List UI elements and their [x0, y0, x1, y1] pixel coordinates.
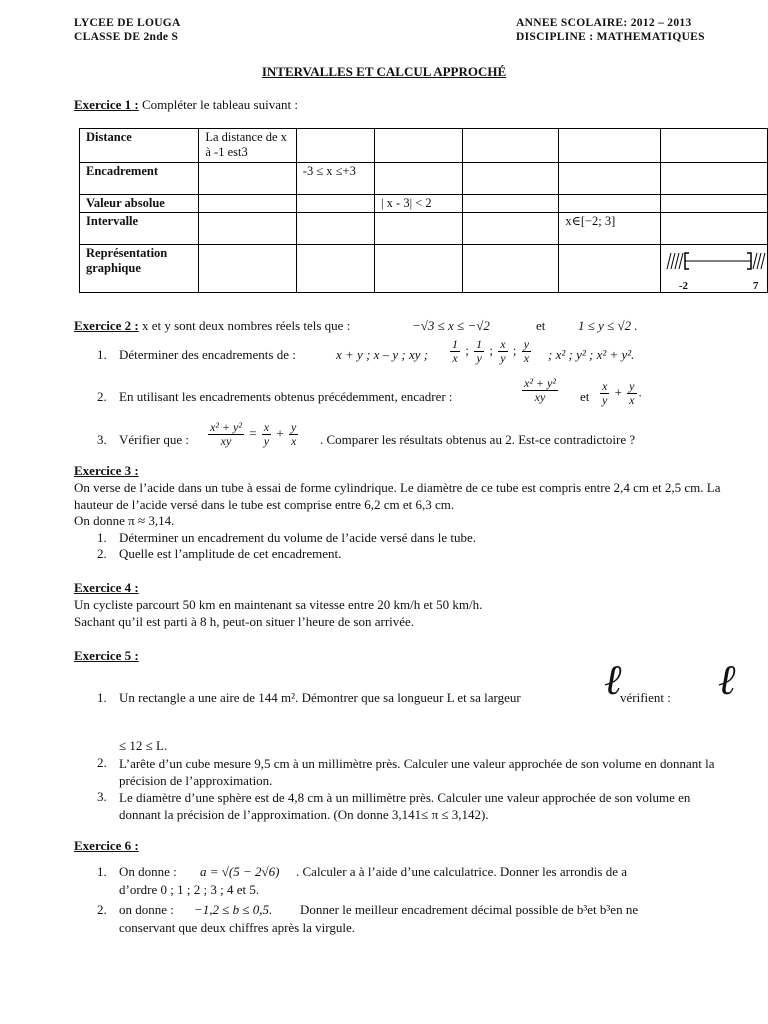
ex2-question-1: Déterminer des encadrements de : [119, 347, 296, 362]
cell-distance: La distance de x à -1 est3 [199, 129, 296, 163]
row-header-encadrement: Encadrement [80, 163, 199, 195]
document-page: LYCEE DE LOUGA CLASSE DE 2nde S ANNEE SCOLAIRE: 2012 – 2013 DISCIPLINE : MATHEMATIQUES INTERVALLES ET CALCUL APPROCHÉ Exercice 1 : Compléter le tableau suivant : Distance La distance de x à -1 est3 Encadrement -3 ≤ x ≤+3 Valeur absolue | x - 3| < 2 Intervalle x∈[−2; 3] Représentation graphique -2 7 Exercice 2 : x et y sont deux nombres réels tels que : −√3 ≤ x ≤ −√2 et 1 ≤ y ≤ √2 . 1. Déterminer des encadrements de : x + y ; x – y ; xy ; $\frac{1}{x}$ ; $\frac{1}{y}$ ; $\frac{x}{y}$ ; $\frac{y}{x}$ ; x² ; y² ; x² + y². 2. En utilisant les encadrements obtenus précédemment, encadrer : $\frac{\text{x² + y²}}{xy}$ et $\frac{x}{y}$ + $\frac{y}{x}$ . 3. Vérifier que : $\frac{\text{x² + y²}}{xy}$ = $\frac{x}{y}$ + $\frac{y}{x}$ . Comparer les résultats obtenus au 2. Est-ce contradictoire ? Exercice 3 : On verse de l’acide dans un tube à essai de forme cylindrique. Le diamètre de ce tube est compris entre 2,4 cm et 2,5 cm. La hauteur de l’acide versé dans le tube est comprise entre 6,2 cm et 6,3 cm. On donne π ≈ 3,14. 1. Déterminer un encadrement du volume de l’acide versé dans le tube. 2. Quelle est l’amplitude de cet encadrement. Exercice 4 : Un cycliste parcourt 50 km en maintenant sa vitesse entre 20 km/h et 50 km/h. Sachant qu’il est parti à 8 h, peut-on situer l’heure de son arrivée. Exercice 5 : 1. Un rectangle a une aire de 144 m². Démontrer que sa longueur L et sa largeur ℓ vérifient : ℓ ≤ 12 ≤ L. 2. L’arête d’un cube mesure 9,5 cm à un millimètre près. Calculer une valeur approchée de son volume en donnant la précision de l’approximation. 3. Le diamètre d’une sphère est de 4,8 cm à un millimètre près. Calculer une valeur approchée de son volume en donnant la précision de l’approximation. (On donne 3,141≤ π ≤ 3,142). Exercice 6 : 1. On donne : a = √(5 − 2√6) . Calculer a à l’aide d’une calculatrice. Donner les arrondis de a d’ordre 0 ; 1 ; 2 ; 3 ; 4 et 5. 2. on donne : −1,2 ≤ b ≤ 0,5. Donner le meilleur encadrement décimal possible de b³et b³en ne conservant que deux chiffres après la virgule. [0, 0, 768, 1024]
table-cell [199, 245, 296, 293]
table-cell [375, 213, 463, 245]
table-row [80, 129, 768, 163]
table-cell [199, 213, 296, 245]
ex4-line-2: Sachant qu’il est parti à 8 h, peut-on situer l’heure de son arrivée. [74, 614, 415, 629]
ex6-question-2c: conservant que deux chiffres après la virgule. [119, 920, 355, 935]
table-cell [463, 129, 559, 163]
school-name: LYCEE DE LOUGA [74, 17, 181, 29]
ex3-question-1: Déterminer un encadrement du volume de l’acide versé dans le tube. [119, 530, 476, 545]
table-cell [296, 195, 374, 213]
table-cell [199, 163, 296, 195]
condition-and: et [536, 318, 546, 333]
exercise-1-heading [74, 97, 298, 113]
table-cell [660, 195, 767, 213]
ex6-question-1b: . Calculer a à l’aide d’une calculatrice. Donner les arrondis de a [296, 864, 627, 879]
graph-label-right: 7 [752, 280, 759, 292]
graph-label-left: -2 [678, 280, 688, 292]
cell-encadrement: -3 ≤ x ≤+3 [296, 163, 374, 195]
discipline: DISCIPLINE : MATHEMATIQUES [516, 31, 705, 43]
ex2-q2-and: et [580, 389, 590, 404]
page-title: INTERVALLES ET CALCUL APPROCHÉ [261, 64, 507, 79]
school-year: ANNEE SCOLAIRE: 2012 – 2013 [516, 17, 692, 29]
fraction: $\frac{1}{x}$ [452, 337, 458, 365]
row-header-valeur-absolue: Valeur absolue [80, 195, 199, 213]
ex5-question-1b: vérifient : [620, 690, 671, 705]
table-cell [559, 129, 661, 163]
row-header-intervalle: Intervalle [80, 213, 199, 245]
fraction: $\frac{\text{x² + y²}}{xy}$ [210, 420, 242, 448]
table-row [80, 195, 768, 213]
table-row [80, 163, 768, 195]
ex6-formula-a: a = √(5 − 2√6) [200, 864, 280, 879]
table-cell [296, 129, 374, 163]
ex2-q3-identity: $\frac{\text{x² + y²}}{xy}$ = $\frac{x}{y}$ + $\frac{y}{x}$ [210, 420, 297, 448]
table-cell [660, 213, 767, 245]
fraction: $\frac{y}{x}$ [629, 379, 635, 407]
script-l-symbol: ℓ [718, 658, 736, 704]
exercise-1-intro: Compléter le tableau suivant : [141, 97, 298, 112]
table-cell [199, 195, 296, 213]
ex5-question-1c: ≤ 12 ≤ L. [119, 738, 168, 753]
table-cell [463, 195, 559, 213]
ex6-question-2b: Donner le meilleur encadrement décimal possible de b³et b³en ne [300, 902, 639, 917]
condition-x: −√3 ≤ x ≤ −√2 [412, 318, 490, 333]
table-cell [296, 213, 374, 245]
ex2-q1-fractions: $\frac{1}{x}$ ; $\frac{1}{y}$ ; $\frac{x}{y}$ ; $\frac{y}{x}$ [452, 337, 530, 365]
condition-y: 1 ≤ y ≤ √2 . [578, 318, 638, 333]
exercise-1-table [79, 128, 768, 293]
ex3-question-2: Quelle est l’amplitude de cet encadrement. [119, 546, 342, 561]
class-name: CLASSE DE 2nde S [74, 31, 179, 43]
exercise-5-heading [74, 648, 139, 664]
ex2-q1-terms: x + y ; x – y ; xy ; [336, 347, 429, 362]
table-cell [463, 245, 559, 293]
exercise-1-label: Exercice 1 : [74, 97, 139, 112]
fraction: $\frac{y}{x}$ [523, 337, 530, 365]
ex6-formula-b: −1,2 ≤ b ≤ 0,5. [194, 902, 273, 917]
exercise-5-label: Exercice 5 : [74, 648, 139, 663]
fraction: $\frac{x}{y}$ [500, 337, 506, 365]
ex5-question-3: Le diamètre d’une sphère est de 4,8 cm à un millimètre près. Calculer une valeur approchée de son volume en donnant la précision de l’approximation. (On donne 3,141≤ π ≤ 3,142). [119, 790, 691, 822]
script-l-symbol: ℓ [604, 658, 622, 704]
exercise-2-intro: x et y sont deux nombres réels tels que : [141, 318, 351, 333]
exercise-2-heading [74, 318, 350, 334]
exercise-3-heading [74, 463, 139, 479]
exercise-6-heading [74, 838, 139, 854]
table-cell [463, 163, 559, 195]
ex2-q2-fraction-1 [520, 377, 560, 404]
table-cell [559, 195, 661, 213]
interval-graph-icon [665, 249, 768, 279]
row-header-distance: Distance [80, 129, 199, 163]
fraction: $\frac{x}{y}$ [602, 379, 608, 407]
ex5-question-2: L’arête d’un cube mesure 9,5 cm à un millimètre près. Calculer une valeur approchée de son volume en donnant la précision de l’approximation. [119, 756, 715, 788]
table-cell [296, 245, 374, 293]
exercise-4-heading [74, 580, 139, 596]
exercise-6-label: Exercice 6 : [74, 838, 139, 853]
cell-representation [660, 245, 767, 293]
ex2-question-2: En utilisant les encadrements obtenus précédemment, encadrer : [119, 389, 453, 404]
ex5-question-1a: Un rectangle a une aire de 144 m². Démontrer que sa longueur L et sa largeur [119, 690, 521, 705]
table-cell [559, 245, 661, 293]
table-cell [375, 245, 463, 293]
table-row [80, 245, 768, 293]
exercise-2-label: Exercice 2 : [74, 318, 139, 333]
cell-intervalle: x∈[−2; 3] [559, 213, 661, 245]
table-cell [559, 163, 661, 195]
row-header-representation: Représentation graphique [80, 245, 199, 293]
ex2-question-3: Vérifier que : [119, 432, 190, 447]
cell-valeur-absolue: | x - 3| < 2 [375, 195, 463, 213]
ex2-q3-end: . Comparer les résultats obtenus au 2. Est-ce contradictoire ? [320, 432, 636, 447]
ex3-pi: On donne π ≈ 3,14. [74, 513, 175, 528]
exercise-3-label: Exercice 3 : [74, 463, 139, 478]
ex4-line-1: Un cycliste parcourt 50 km en maintenant sa vitesse entre 20 km/h et 50 km/h. [74, 597, 483, 612]
table-cell [660, 129, 767, 163]
ex2-q2-fraction-2: $\frac{x}{y}$ + $\frac{y}{x}$ . [602, 379, 642, 407]
ex6-question-1a: On donne : [119, 864, 177, 879]
ex6-question-1c: d’ordre 0 ; 1 ; 2 ; 3 ; 4 et 5. [119, 882, 260, 897]
ex2-q1-terms-2: ; x² ; y² ; x² + y². [548, 347, 635, 362]
table-cell [463, 213, 559, 245]
table-row [80, 213, 768, 245]
fraction: $\frac{x}{y}$ [263, 420, 270, 448]
ex3-paragraph: On verse de l’acide dans un tube à essai de forme cylindrique. Le diamètre de ce tube est compris entre 2,4 cm et 2,5 cm. La hauteur de l’acide versé dans le tube est comprise entre 6,2 cm et 6,3 cm. [74, 480, 721, 512]
table-cell [375, 129, 463, 163]
fraction: $\frac{1}{y}$ [476, 337, 483, 365]
ex6-question-2a: on donne : [119, 902, 174, 917]
fraction: $\frac{y}{x}$ [290, 420, 297, 448]
table-cell [660, 163, 767, 195]
table-cell [375, 163, 463, 195]
fraction: $\frac{\text{x² + y²}}{xy}$ [524, 376, 556, 404]
exercise-4-label: Exercice 4 : [74, 580, 139, 595]
